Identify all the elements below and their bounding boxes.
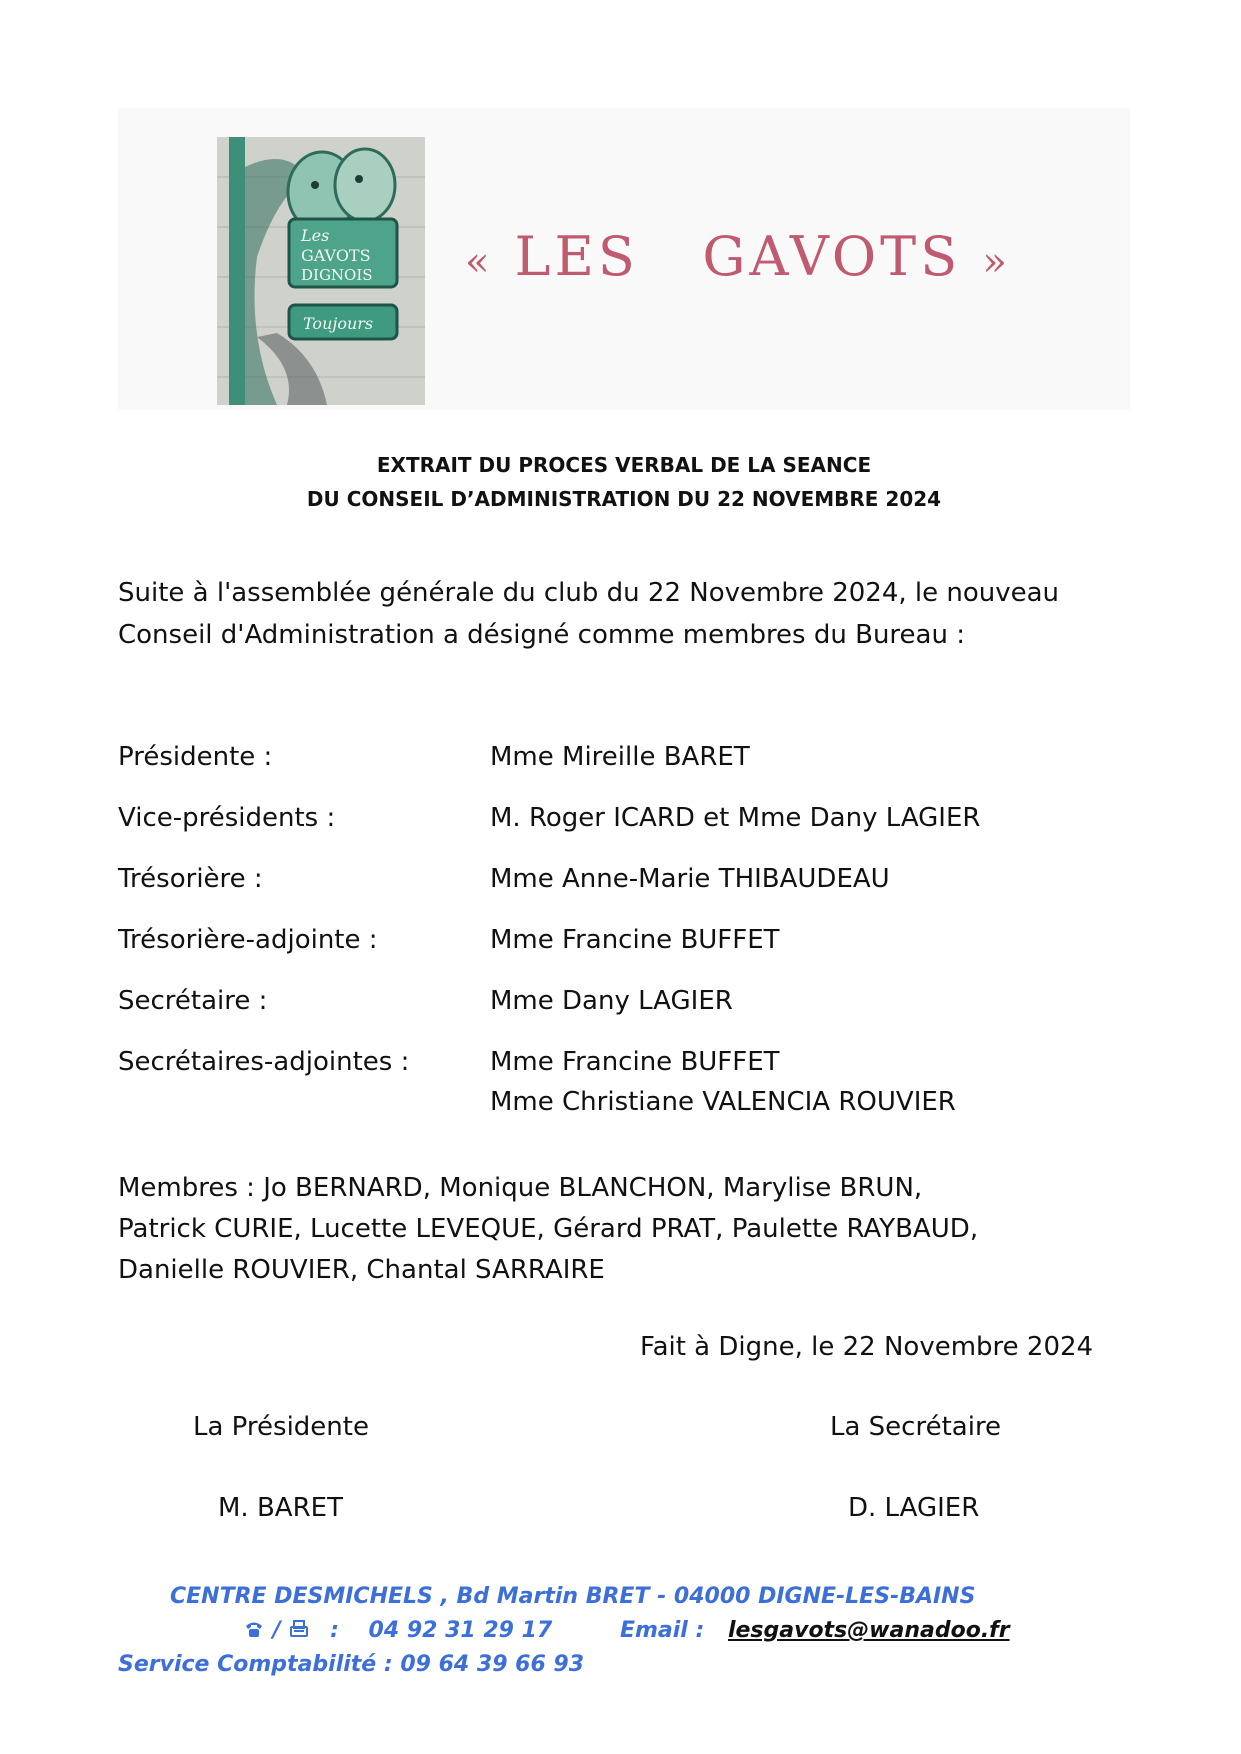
- role-name-second: Mme Christiane VALENCIA ROUVIER: [490, 1087, 956, 1117]
- role-label: Secrétaires-adjointes :: [118, 1047, 410, 1077]
- role-name: Mme Anne-Marie THIBAUDEAU: [490, 864, 890, 894]
- heading-line-1: EXTRAIT DU PROCES VERBAL DE LA SEANCE: [376, 453, 872, 477]
- email-link[interactable]: lesgavots@wanadoo.fr: [727, 1618, 1010, 1643]
- role-label: Secrétaire :: [118, 986, 268, 1016]
- title-open-quote: «: [465, 239, 494, 285]
- phone-colon: :: [330, 1618, 339, 1643]
- club-name: LES GAVOTS: [514, 225, 962, 288]
- signature-left-title: La Présidente: [193, 1412, 369, 1442]
- members-list: [118, 1168, 1118, 1291]
- intro-paragraph: [118, 572, 1138, 656]
- club-sign-photo: [217, 137, 425, 405]
- svg-text:Toujours: Toujours: [303, 314, 374, 333]
- intro-line-1: Suite à l'assemblée générale du club du 22 Novembre 2024, le nouveau: [118, 578, 1060, 608]
- members-line-3: Danielle ROUVIER, Chantal SARRAIRE: [118, 1255, 605, 1285]
- footer-accounting: Service Comptabilité : 09 64 39 66 93: [118, 1652, 585, 1677]
- phone-separator: /: [272, 1618, 281, 1643]
- club-sign-illustration: [217, 137, 425, 405]
- phone-number: 04 92 31 29 17: [368, 1618, 553, 1643]
- role-label: Trésorière :: [118, 864, 263, 894]
- svg-text:GAVOTS: GAVOTS: [301, 246, 371, 265]
- phone-icon: [243, 1618, 265, 1640]
- place-and-date: Fait à Digne, le 22 Novembre 2024: [640, 1332, 1094, 1362]
- intro-line-2: Conseil d'Administration a désigné comme membres du Bureau :: [118, 620, 965, 650]
- role-name: Mme Francine BUFFET: [490, 925, 780, 955]
- signature-right-name: D. LAGIER: [848, 1493, 980, 1523]
- signature-right-title: La Secrétaire: [830, 1412, 1002, 1442]
- signature-left-name: M. BARET: [218, 1493, 343, 1523]
- members-line-1: Membres : Jo BERNARD, Monique BLANCHON, Marylise BRUN,: [118, 1173, 923, 1203]
- fax-icon: [288, 1618, 310, 1640]
- svg-text:Les: Les: [301, 226, 330, 245]
- footer-contact-line: [243, 1618, 1010, 1643]
- members-line-2: Patrick CURIE, Lucette LEVEQUE, Gérard PRAT, Paulette RAYBAUD,: [118, 1214, 979, 1244]
- role-name: M. Roger ICARD et Mme Dany LAGIER: [490, 803, 981, 833]
- role-name: Mme Francine BUFFET: [490, 1047, 780, 1077]
- minutes-heading: [118, 448, 1130, 516]
- club-title: [465, 225, 1011, 295]
- svg-text:DIGNOIS: DIGNOIS: [301, 266, 373, 284]
- footer-address: CENTRE DESMICHELS , Bd Martin BRET - 04000 DIGNE-LES-BAINS: [170, 1584, 976, 1609]
- role-label: Trésorière-adjointe :: [118, 925, 378, 955]
- role-name: Mme Mireille BARET: [490, 742, 750, 772]
- heading-line-2: DU CONSEIL D’ADMINISTRATION DU 22 NOVEMBRE 2024: [306, 487, 942, 511]
- title-close-quote: »: [982, 239, 1011, 285]
- email-label: Email :: [619, 1618, 705, 1643]
- role-label: Présidente :: [118, 742, 273, 772]
- role-label: Vice-présidents :: [118, 803, 336, 833]
- role-name: Mme Dany LAGIER: [490, 986, 733, 1016]
